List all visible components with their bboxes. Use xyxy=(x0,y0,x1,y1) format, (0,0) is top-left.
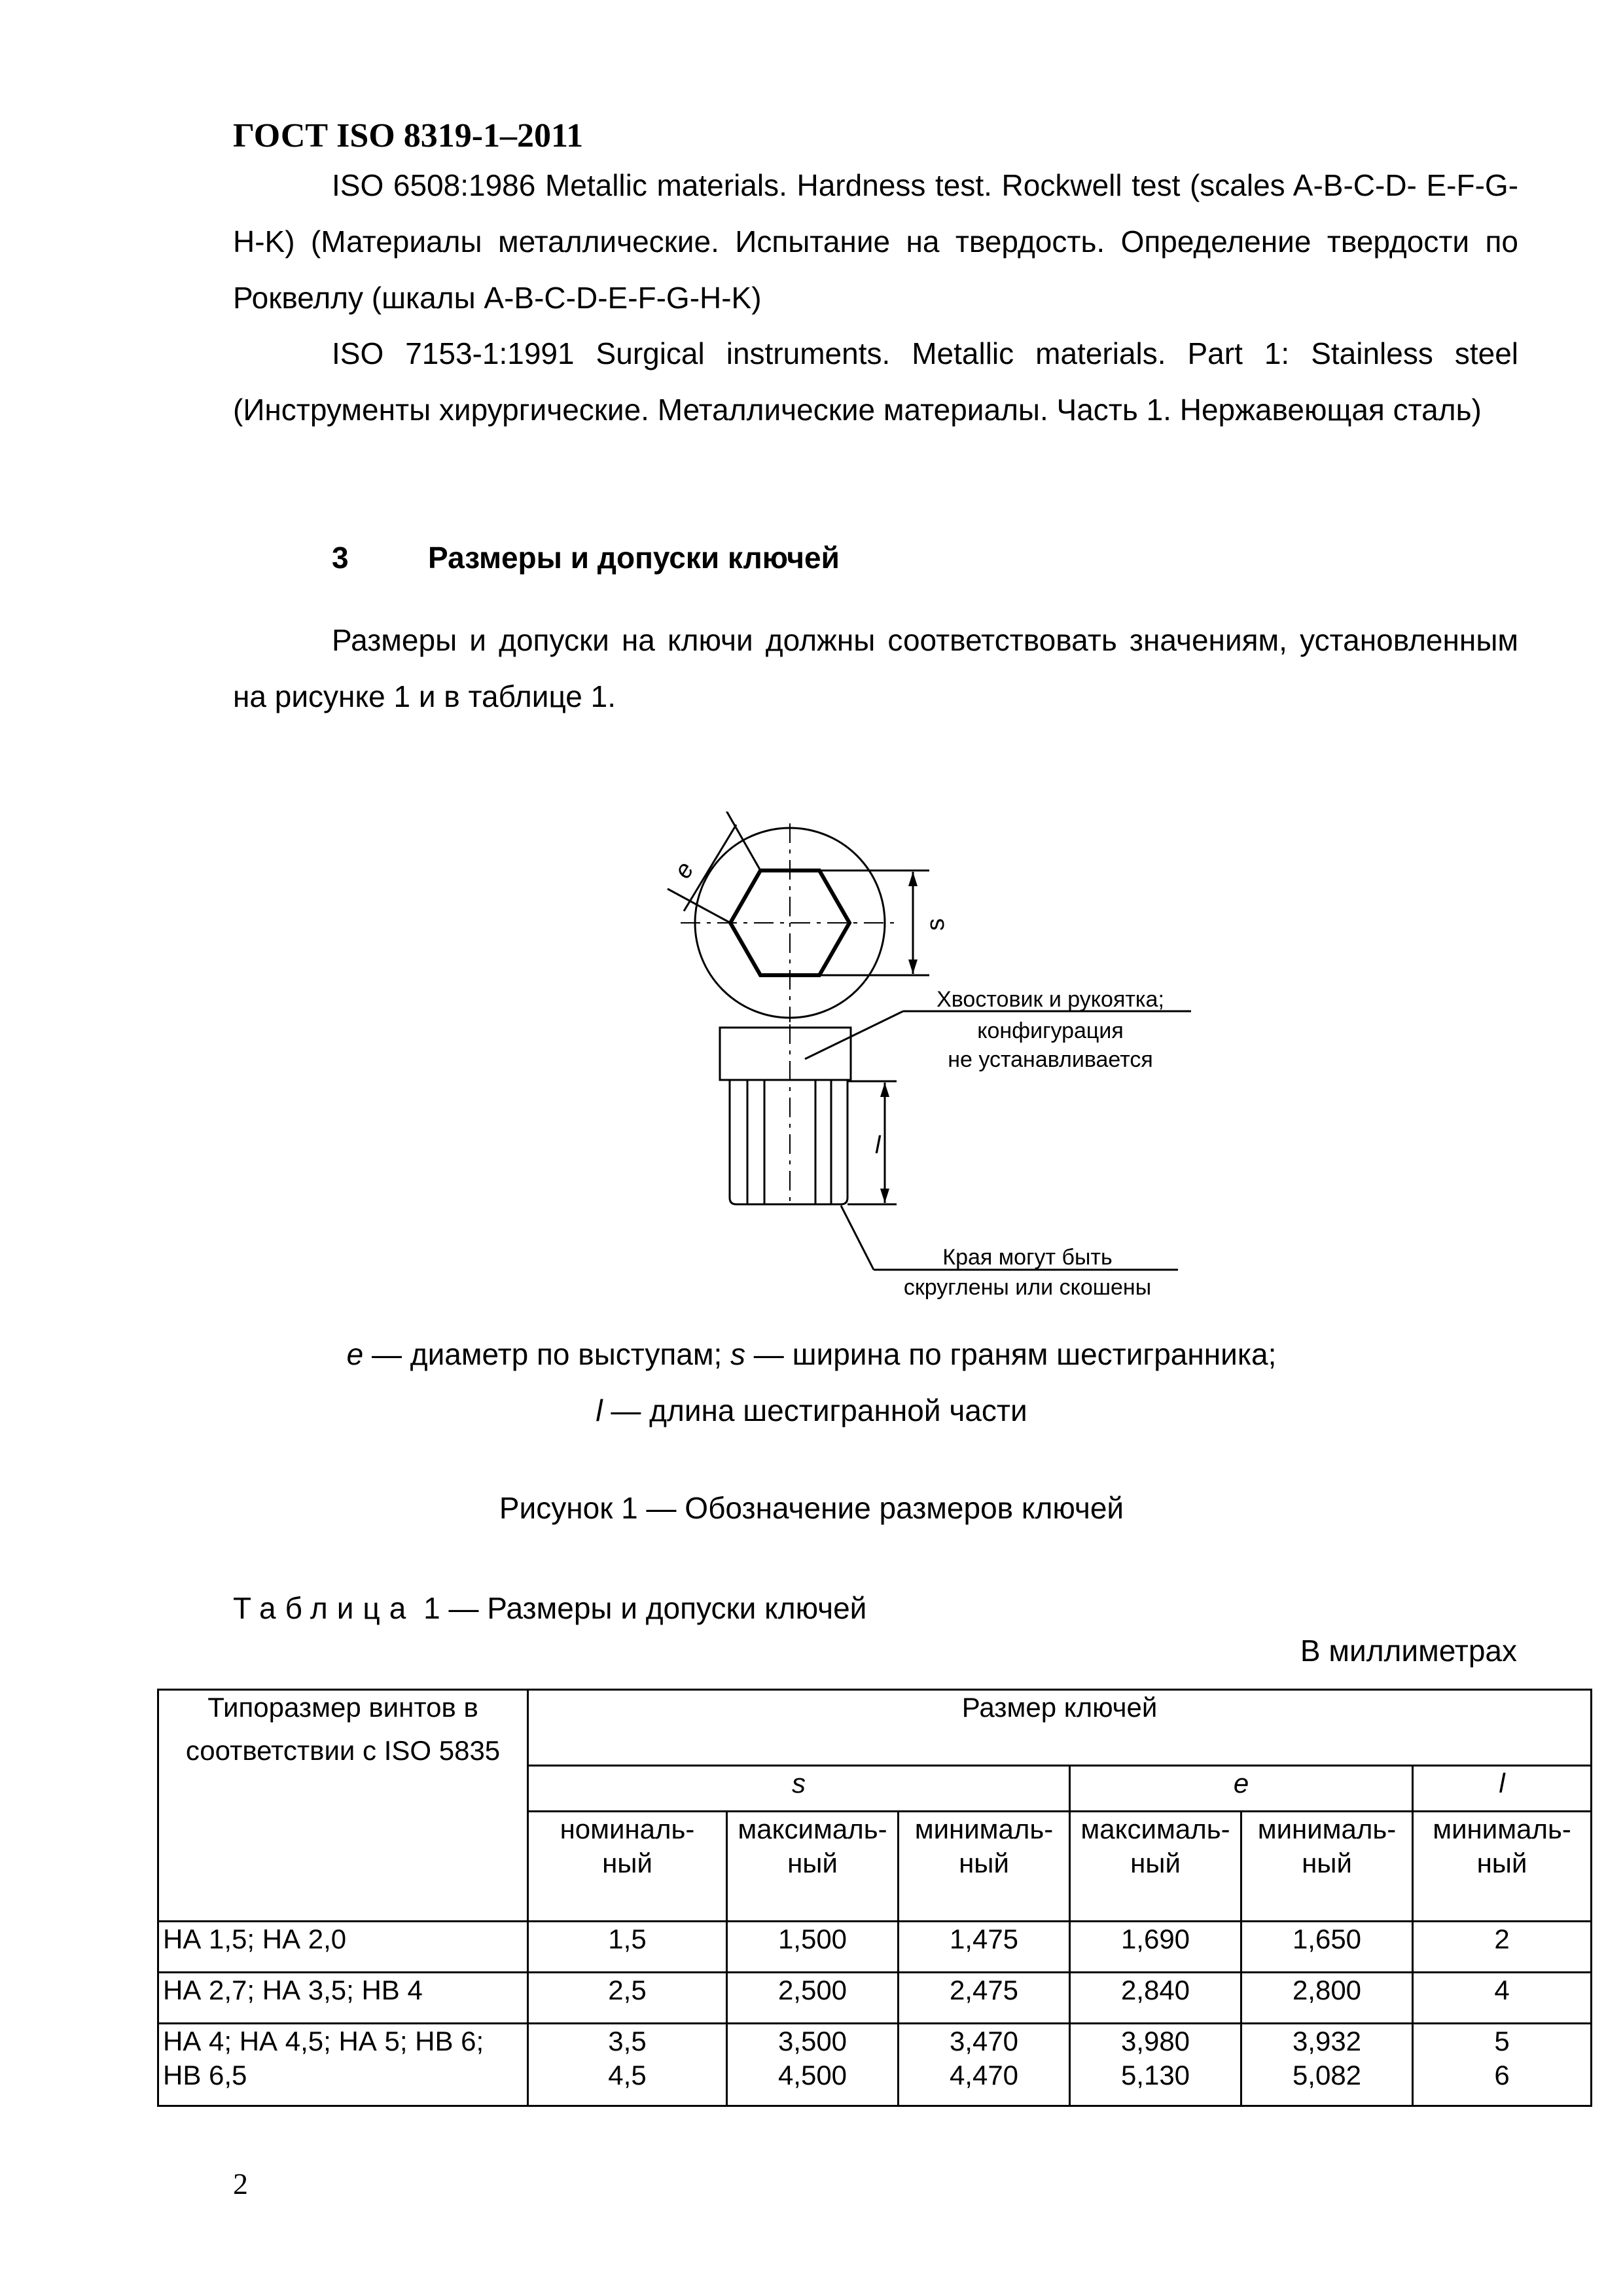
col-head: минималь- ный xyxy=(899,1812,1070,1922)
note-shank-line1: Хвостовик и рукоятка; xyxy=(936,987,1164,1012)
cell-value: 3,980 5,130 xyxy=(1070,2024,1241,2106)
cell-value: 1,650 xyxy=(1241,1922,1413,1973)
table-header-row xyxy=(158,1690,1592,1766)
cell-value: 3,5 4,5 xyxy=(528,2024,727,2106)
section-heading xyxy=(332,540,840,575)
note-shank-line2: конфигурация xyxy=(977,1018,1124,1043)
cell-value: 5 6 xyxy=(1413,2024,1592,2106)
cell-value: 4 xyxy=(1413,1973,1592,2024)
note-edges-line2: скруглены или скошены xyxy=(903,1275,1152,1300)
cell-value: 2,500 xyxy=(727,1973,899,2024)
reference-iso-6508: ISO 6508:1986 Metallic materials. Hardness test. Rockwell test (scales A-B-C-D- E-F-G-H-K) (Материалы металлические. Испытание на твердость. Определение твердости по Роквеллу (шкалы A-B-C-D-E-F-G-H-K) xyxy=(233,168,1519,315)
col-head: максималь- ный xyxy=(727,1812,899,1922)
table-caption-word: Таблица xyxy=(233,1591,416,1625)
figure-legend-line2: l — длина шестигранной части xyxy=(596,1393,1027,1427)
table-row xyxy=(158,1922,1592,1973)
cell-value: 2 xyxy=(1413,1922,1592,1973)
cell-value: 2,840 xyxy=(1070,1973,1241,2024)
table-row xyxy=(158,1973,1592,2024)
label-l: l xyxy=(875,1132,881,1159)
cell-value: 2,800 xyxy=(1241,1973,1413,2024)
section-body: Размеры и допуски на ключи должны соответствовать значениям, установленным на рисунке 1 и в таблице 1. xyxy=(233,623,1519,713)
page-number: 2 xyxy=(233,2167,248,2200)
cell-value: 3,500 4,500 xyxy=(727,2024,899,2106)
key-head xyxy=(720,1028,851,1080)
document-header: ГОСТ ISO 8319-1–2011 xyxy=(233,117,584,154)
table-caption xyxy=(233,1590,866,1626)
cell-value: 1,475 xyxy=(899,1922,1070,1973)
label-e: e xyxy=(669,857,700,884)
table-caption-title: 1 — Размеры и допуски ключей xyxy=(423,1591,867,1625)
section-title: Размеры и допуски ключей xyxy=(428,541,840,575)
label-s: s xyxy=(922,918,950,931)
table-units: В миллиметрах xyxy=(1300,1634,1517,1668)
cell-value: 3,932 5,082 xyxy=(1241,2024,1413,2106)
cell-value: 1,5 xyxy=(528,1922,727,1973)
figure-legend-line1: e — диаметр по выступам; s — ширина по граням шестигранника; xyxy=(346,1337,1277,1371)
header-screw-size: Типоразмер винтов в соответствии с ISO 5835 xyxy=(158,1690,528,1922)
reference-iso-7153: ISO 7153-1:1991 Surgical instruments. Metallic materials. Part 1: Stainless steel (Инструменты хирургические. Металлические материалы. Часть 1. Нержавеющая сталь) xyxy=(233,336,1518,427)
header-s: s xyxy=(528,1766,1070,1812)
header-key-size: Размер ключей xyxy=(528,1690,1592,1766)
cell-value: 3,470 4,470 xyxy=(899,2024,1070,2106)
col-head: минималь- ный xyxy=(1413,1812,1592,1922)
figure-caption: Рисунок 1 — Обозначение размеров ключей xyxy=(499,1491,1124,1525)
cell-size: НА 1,5; НА 2,0 xyxy=(158,1922,528,1973)
cell-size: НА 2,7; НА 3,5; НВ 4 xyxy=(158,1973,528,2024)
col-head: минималь- ный xyxy=(1241,1812,1413,1922)
col-head: максималь- ный xyxy=(1070,1812,1241,1922)
cell-value: 1,690 xyxy=(1070,1922,1241,1973)
hex-key-figure xyxy=(622,812,1211,1309)
table-row xyxy=(158,2024,1592,2106)
header-l: l xyxy=(1413,1766,1592,1812)
cell-size: НА 4; НА 4,5; НА 5; НВ 6; НВ 6,5 xyxy=(158,2024,528,2106)
cell-value: 2,5 xyxy=(528,1973,727,2024)
col-head: номиналь- ный xyxy=(528,1812,727,1922)
note-edges-line1: Края могут быть xyxy=(942,1245,1113,1270)
section-number: 3 xyxy=(332,541,349,575)
cell-value: 2,475 xyxy=(899,1973,1070,2024)
dimensions-table xyxy=(157,1689,1592,2107)
header-e: e xyxy=(1070,1766,1413,1812)
cell-value: 1,500 xyxy=(727,1922,899,1973)
note-shank-line3: не устанавливается xyxy=(948,1047,1153,1072)
